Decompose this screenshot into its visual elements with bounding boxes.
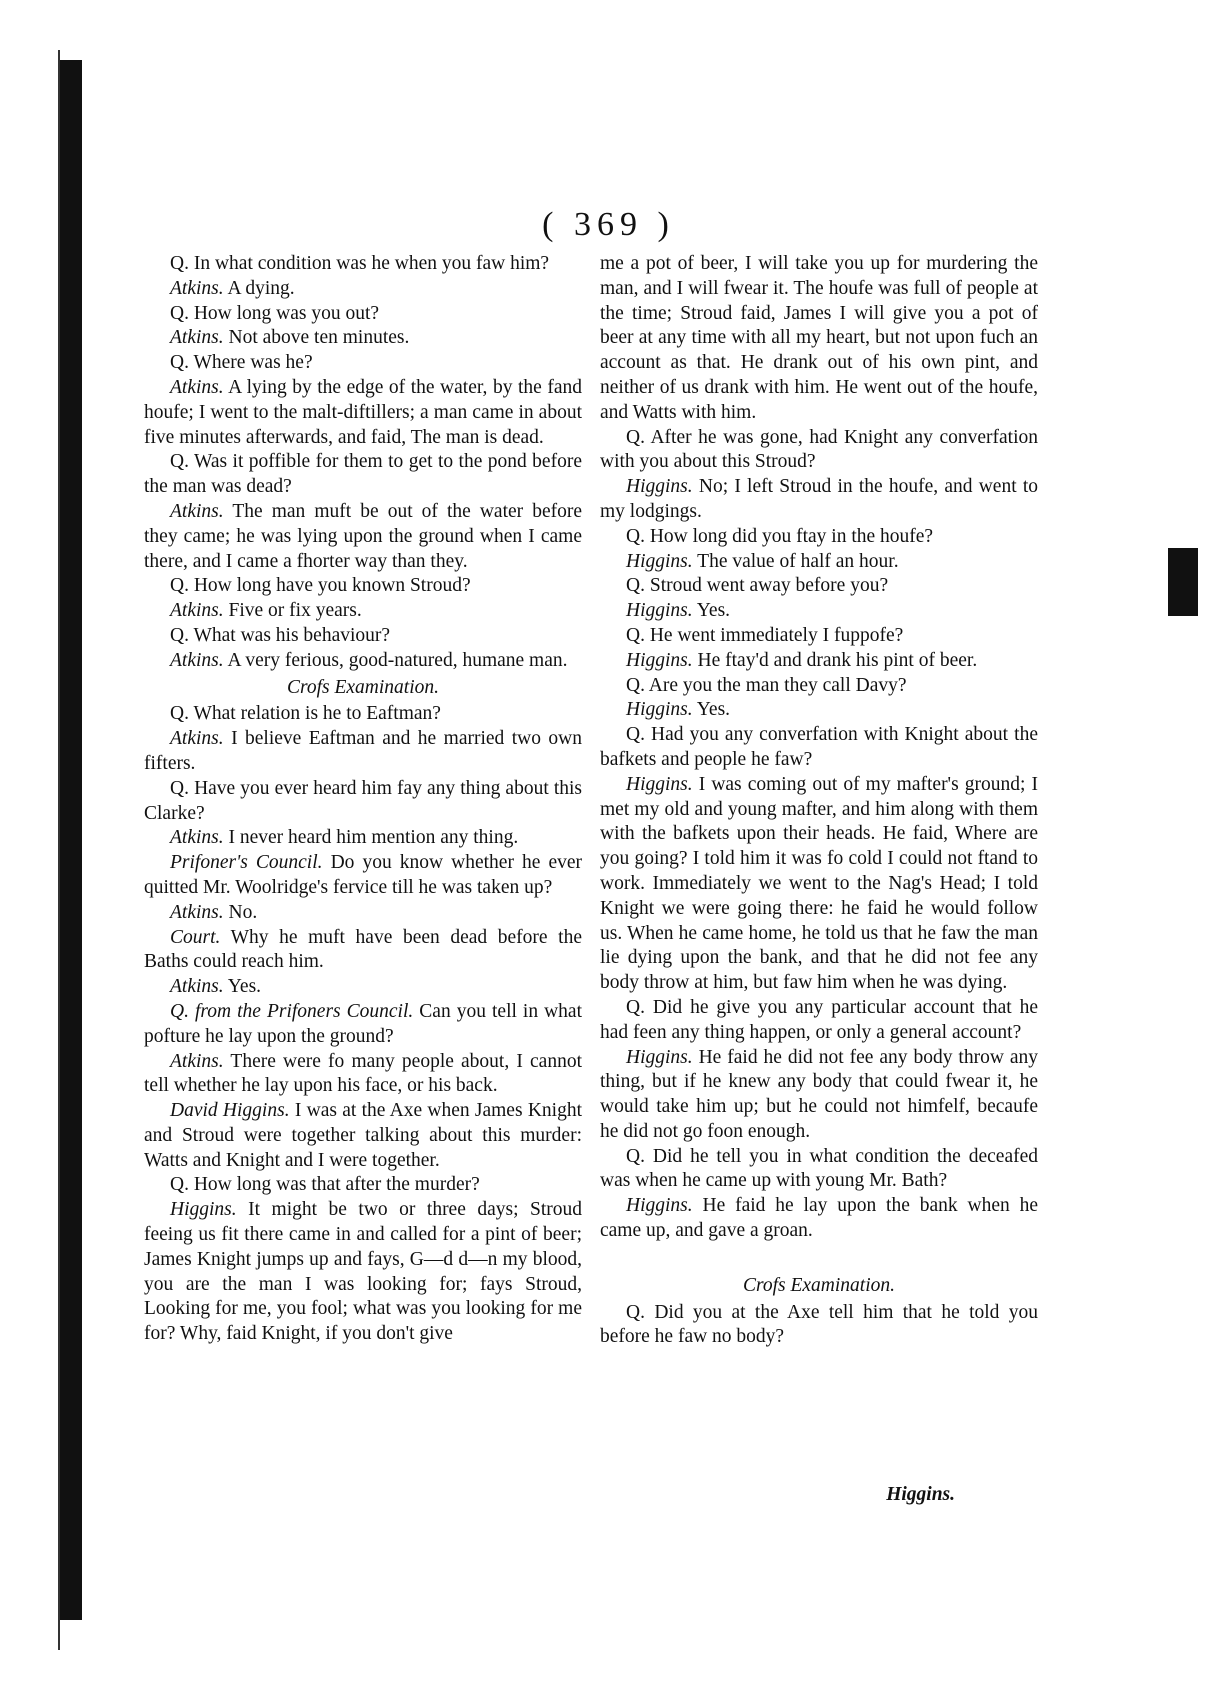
- speaker-label: Q.: [626, 426, 645, 448]
- section-heading: Crofs Examination.: [286, 676, 440, 698]
- testimony-paragraph: [144, 1050, 582, 1100]
- testimony-paragraph: [144, 450, 582, 500]
- speaker-label: Q.: [626, 1301, 645, 1323]
- speaker-label: Atkins.: [170, 327, 224, 349]
- speaker-label: Higgins.: [626, 773, 693, 795]
- speech-text: A dying.: [227, 277, 295, 299]
- testimony-paragraph: [144, 376, 582, 450]
- testimony-paragraph: [144, 975, 582, 1000]
- testimony-paragraph: [144, 252, 582, 277]
- speech-text: How long have you known Stroud?: [193, 575, 471, 597]
- speaker-label: Atkins.: [170, 600, 224, 622]
- testimony-paragraph: [144, 727, 582, 777]
- speaker-label: Higgins.: [626, 1046, 693, 1068]
- speech-text: He went immediately I fuppofe?: [649, 624, 904, 646]
- speech-text: Where was he?: [193, 352, 313, 374]
- testimony-paragraph: [144, 649, 582, 674]
- testimony-paragraph: [600, 723, 1038, 773]
- testimony-paragraph: [600, 574, 1038, 599]
- speech-text: No; I left Stroud in the houfe, and went to my lodgings.: [600, 476, 1038, 522]
- testimony-paragraph: [600, 599, 1038, 624]
- testimony-paragraph: [144, 926, 582, 976]
- speech-text: Did he tell you in what condition the deceafed was when he came up with young Mr. Bath?: [600, 1145, 1039, 1192]
- testimony-paragraph: [144, 1173, 582, 1198]
- page-number: ( 369 ): [542, 206, 675, 243]
- speaker-label: Higgins.: [170, 1199, 237, 1221]
- speaker-label: Higgins.: [626, 600, 693, 622]
- speaker-label: Atkins.: [170, 827, 224, 849]
- speaker-label: Higgins.: [626, 550, 693, 572]
- testimony-paragraph: [144, 277, 582, 302]
- speech-text: Can you tell in what pofture he lay upon the ground?: [144, 1000, 583, 1047]
- testimony-paragraph: [144, 777, 582, 827]
- speech-text: What relation is he to Eaftman?: [193, 703, 441, 725]
- speech-text: I never heard him mention any thing.: [228, 827, 519, 849]
- speech-text: Not above ten minutes.: [228, 327, 410, 349]
- speech-text: The value of half an hour.: [697, 550, 899, 572]
- testimony-paragraph: [144, 826, 582, 851]
- speaker-label: Q.: [626, 575, 645, 597]
- speaker-label: Higgins.: [626, 649, 693, 671]
- speech-text: A lying by the edge of the water, by the fand houfe; I went to the malt-diftillers; a man came in about five minutes afterwards, and faid, The man is dead.: [144, 376, 582, 448]
- speaker-label: Atkins.: [170, 1050, 224, 1072]
- testimony-paragraph: [600, 649, 1038, 674]
- testimony-paragraph: [600, 624, 1038, 649]
- speech-text: There were fo many people about, I cannot tell whether he lay upon his face, or his back.: [144, 1050, 582, 1097]
- speaker-label: Q.: [626, 1145, 645, 1167]
- speaker-label: Atkins.: [170, 649, 224, 671]
- speaker-label: Atkins.: [170, 976, 224, 998]
- testimony-paragraph: [600, 1145, 1038, 1195]
- speaker-label: Atkins.: [170, 728, 224, 750]
- speech-text: How long did you ftay in the houfe?: [649, 525, 934, 547]
- testimony-paragraph: [144, 574, 582, 599]
- speaker-label: Higgins.: [626, 476, 693, 498]
- testimony-paragraph: [600, 550, 1038, 575]
- binding-shadow: [60, 60, 82, 1620]
- speech-text: Are you the man they call Davy?: [648, 674, 907, 696]
- speaker-label: Q.: [170, 352, 189, 374]
- speaker-label: Q.: [626, 996, 645, 1018]
- testimony-paragraph: [600, 773, 1038, 996]
- speech-text: After he was gone, had Knight any converfation with you about this Stroud?: [600, 426, 1038, 473]
- catchword: Higgins.: [886, 1484, 955, 1505]
- speaker-label: Q.: [170, 777, 189, 799]
- speech-text: I believe Eaftman and he married two own fifters.: [144, 728, 582, 774]
- testimony-paragraph: [144, 1198, 582, 1347]
- speaker-label: Q.: [626, 525, 645, 547]
- speaker-label: Court.: [170, 926, 221, 948]
- testimony-paragraph: [144, 624, 582, 649]
- testimony-paragraph: [600, 252, 1038, 426]
- speech-text: I was at the Axe when James Knight and Stroud were together talking about this murder: Watts and Knight and I were together.: [144, 1100, 583, 1171]
- speaker-label: Q.: [170, 253, 189, 274]
- speaker-label: Q.: [170, 703, 189, 725]
- speech-text: How long was you out?: [193, 302, 380, 324]
- speech-text: Yes.: [696, 699, 731, 721]
- speech-text: Had you any converfation with Knight about the bafkets and people he faw?: [600, 724, 1038, 770]
- speech-text: No.: [228, 901, 258, 923]
- speaker-label: Atkins.: [170, 901, 224, 923]
- speaker-label: Q.: [626, 724, 645, 746]
- speaker-label: Higgins.: [626, 1195, 693, 1217]
- testimony-paragraph: [600, 426, 1038, 476]
- speaker-label: Q.: [626, 674, 645, 696]
- speech-text: Yes.: [227, 976, 262, 998]
- testimony-paragraph: [144, 351, 582, 376]
- testimony-paragraph: [600, 475, 1038, 525]
- speaker-label: Q.: [170, 1174, 189, 1196]
- testimony-paragraph: [600, 1194, 1038, 1244]
- testimony-paragraph: [144, 851, 582, 901]
- speaker-label: Q.: [170, 575, 189, 597]
- right-column: [600, 252, 1038, 1350]
- testimony-paragraph: [600, 1301, 1038, 1351]
- speaker-label: Q. from the Prifoners Council.: [170, 1000, 414, 1022]
- speech-text: In what condition was he when you faw him?: [193, 253, 550, 274]
- speech-text: Did you at the Axe tell him that he told you before he faw no body?: [600, 1301, 1038, 1348]
- speaker-label: Higgins.: [626, 699, 693, 721]
- speaker-label: David Higgins.: [170, 1100, 290, 1122]
- speech-text: The man muft be out of the water before they came; he was lying upon the ground when I came there, and I came a fhorter way than they.: [144, 500, 582, 572]
- speech-text: me a pot of beer, I will take you up for murdering the man, and I will fwear it. The houfe was full of people at the time; Stroud faid, James I will give you a pot of beer at any time with all my heart, but not upon fuch an account as that. He drank out of his own pint, and neither of us drank with him. He went out of the houfe, and Watts with him.: [600, 253, 1038, 423]
- testimony-paragraph: [144, 302, 582, 327]
- page-tab-marker: [1168, 548, 1198, 616]
- speaker-label: Q.: [170, 302, 189, 324]
- speech-text: Why he muft have been dead before the Baths could reach him.: [144, 926, 582, 973]
- speech-text: He faid he did not fee any body throw any thing, but if he knew any body that could fwear it, he would take him up; but he could not himfelf, becaufe he did not go foon enough.: [600, 1046, 1039, 1142]
- speaker-label: Q.: [170, 624, 189, 646]
- section-heading: Crofs Examination.: [742, 1274, 896, 1296]
- speech-text: I was coming out of my mafter's ground; I met my old and young mafter, and him along with them with the bafkets upon their heads. He faid, Where are you going? I told him it was fo cold I could not ftand to work. Immediately we went to the Nag's Head; I told Knight we were going there: he faid he would follow us. When he came home, he told us that he faw the man lie dying upon the bank, and that he did not fee any body throw at him, but faw him when he was dying.: [600, 773, 1038, 994]
- testimony-paragraph: [144, 500, 582, 574]
- speech-text: What was his behaviour?: [193, 624, 391, 646]
- testimony-paragraph: [144, 326, 582, 351]
- testimony-paragraph: [144, 1000, 582, 1050]
- testimony-paragraph: [600, 996, 1038, 1046]
- speech-text: It might be two or three days; Stroud feeing us fit there came in and called for a pint of beer; James Knight jumps up and fays, G—d d—n my blood, you are the man I was looking for; fays Stroud, Looking for me, you fool; what was you looking for me for? Why, faid Knight, if you don't give: [144, 1199, 583, 1345]
- speech-text: Yes.: [696, 600, 731, 622]
- speech-text: Do you know whether he ever quitted Mr. Woolridge's fervice till he was taken up?: [144, 852, 583, 898]
- speech-text: A very ferious, good-natured, humane man.: [227, 649, 568, 671]
- speech-text: Stroud went away before you?: [649, 575, 889, 597]
- testimony-paragraph: [144, 1099, 582, 1173]
- testimony-paragraph: [144, 901, 582, 926]
- testimony-paragraph: [600, 1046, 1038, 1145]
- speaker-label: Atkins.: [170, 376, 224, 398]
- speaker-label: Q.: [626, 624, 645, 646]
- testimony-paragraph: [600, 674, 1038, 699]
- speech-text: He ftay'd and drank his pint of beer.: [697, 649, 978, 671]
- speaker-label: Atkins.: [170, 277, 224, 299]
- speech-text: He faid he lay upon the bank when he came up, and gave a groan.: [600, 1195, 1038, 1242]
- speech-text: Have you ever heard him fay any thing about this Clarke?: [144, 777, 583, 824]
- speech-text: Five or fix years.: [228, 600, 362, 622]
- speech-text: How long was that after the murder?: [193, 1174, 480, 1196]
- speaker-label: Prifoner's Council.: [170, 852, 323, 874]
- testimony-paragraph: [144, 599, 582, 624]
- testimony-paragraph: [600, 525, 1038, 550]
- testimony-paragraph: [600, 698, 1038, 723]
- speaker-label: Q.: [170, 451, 189, 473]
- speech-text: Did he give you any particular account that he had feen any thing happen, or only a general account?: [600, 996, 1038, 1043]
- left-column: [144, 252, 582, 1347]
- section-gap: [600, 1244, 1038, 1272]
- speech-text: Was it poffible for them to get to the pond before the man was dead?: [144, 451, 582, 498]
- speaker-label: Atkins.: [170, 500, 224, 522]
- testimony-paragraph: [144, 702, 582, 727]
